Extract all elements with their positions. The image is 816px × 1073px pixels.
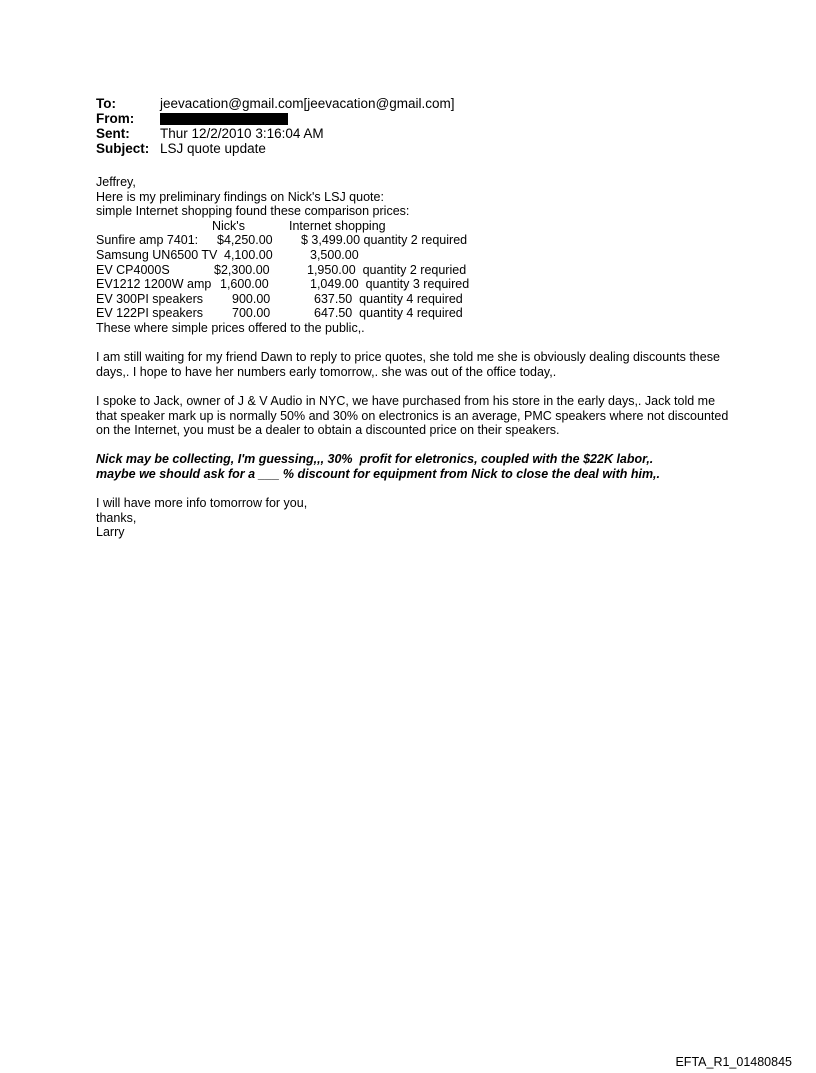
price-nicks: 4,100.00 <box>224 247 273 262</box>
emphasis-line-1: Nick may be collecting, I'm guessing,,, 30% profit for eletronics, coupled with the $22K labor,. <box>96 452 654 467</box>
price-item: EV CP4000S <box>96 262 170 277</box>
price-internet: 647.50 quantity 4 required <box>314 306 463 321</box>
sent-row <box>96 126 455 141</box>
price-row <box>96 233 736 248</box>
price-nicks: $4,250.00 <box>217 233 273 248</box>
closing-line-1: I will have more info tomorrow for you, <box>96 496 308 511</box>
redaction-bar <box>160 113 288 125</box>
closing-block <box>96 496 736 540</box>
sent-label: Sent: <box>96 126 130 141</box>
email-header <box>96 96 455 156</box>
price-internet: 1,049.00 quantity 3 required <box>310 277 470 292</box>
price-item: EV 122PI speakers <box>96 306 204 321</box>
signature: Larry <box>96 525 125 540</box>
price-row <box>96 263 736 278</box>
subject-row <box>96 141 455 156</box>
price-internet: 3,500.00 <box>310 247 359 262</box>
to-value: jeevacation@gmail.com[jeevacation@gmail.com] <box>160 96 455 111</box>
price-row <box>96 292 736 307</box>
from-label: From: <box>96 111 135 126</box>
to-row <box>96 96 455 111</box>
price-internet: 1,950.00 quantity 2 requried <box>307 262 467 277</box>
price-nicks: 900.00 <box>232 291 271 306</box>
price-item: Samsung UN6500 TV <box>96 247 218 262</box>
document-id: EFTA_R1_01480845 <box>675 1055 792 1069</box>
price-nicks: $2,300.00 <box>214 262 270 277</box>
price-row <box>96 248 736 263</box>
to-label: To: <box>96 96 116 111</box>
col-header-nicks: Nick's <box>212 218 245 233</box>
subject-value: LSJ quote update <box>160 141 266 156</box>
price-row <box>96 277 736 292</box>
price-nicks: 1,600.00 <box>220 277 269 292</box>
prices-note: These where simple prices offered to the public,. <box>96 320 365 335</box>
subject-label: Subject: <box>96 141 150 156</box>
email-body <box>96 175 736 540</box>
paragraph-jack: I spoke to Jack, owner of J & V Audio in NYC, we have purchased from his store in the early days,. Jack told me that speaker mark up is normally 50% and 30% on electronics is an average, PMC speakers where not discounted on the Internet, you must be a dealer to obtain a discounted price on their speakers. <box>96 393 729 438</box>
from-row <box>96 111 455 126</box>
intro-line-2: simple Internet shopping found these comparison prices: <box>96 204 410 219</box>
intro-line-1: Here is my preliminary findings on Nick's LSJ quote: <box>96 189 384 204</box>
price-item: EV1212 1200W amp <box>96 277 212 292</box>
greeting: Jeffrey, <box>96 175 136 189</box>
paragraph-dawn: I am still waiting for my friend Dawn to reply to price quotes, she told me she is obviously dealing discounts these days,. I hope to have her numbers early tomorrow,. she was out of the office today,. <box>96 350 720 379</box>
price-row <box>96 306 736 321</box>
col-header-internet: Internet shopping <box>289 218 386 233</box>
price-internet: $ 3,499.00 quantity 2 required <box>301 233 468 248</box>
sent-value: Thur 12/2/2010 3:16:04 AM <box>160 126 324 141</box>
price-header-row <box>96 219 736 234</box>
emphasis-block <box>96 452 736 481</box>
price-nicks: 700.00 <box>232 306 271 321</box>
emphasis-line-2: maybe we should ask for a ___ % discount for equipment from Nick to close the deal with him,. <box>96 466 661 481</box>
price-item: Sunfire amp 7401: <box>96 233 199 248</box>
from-value <box>160 111 288 126</box>
price-item: EV 300PI speakers <box>96 291 204 306</box>
closing-line-2: thanks, <box>96 510 137 525</box>
price-internet: 637.50 quantity 4 required <box>314 291 463 306</box>
price-comparison <box>96 219 736 321</box>
